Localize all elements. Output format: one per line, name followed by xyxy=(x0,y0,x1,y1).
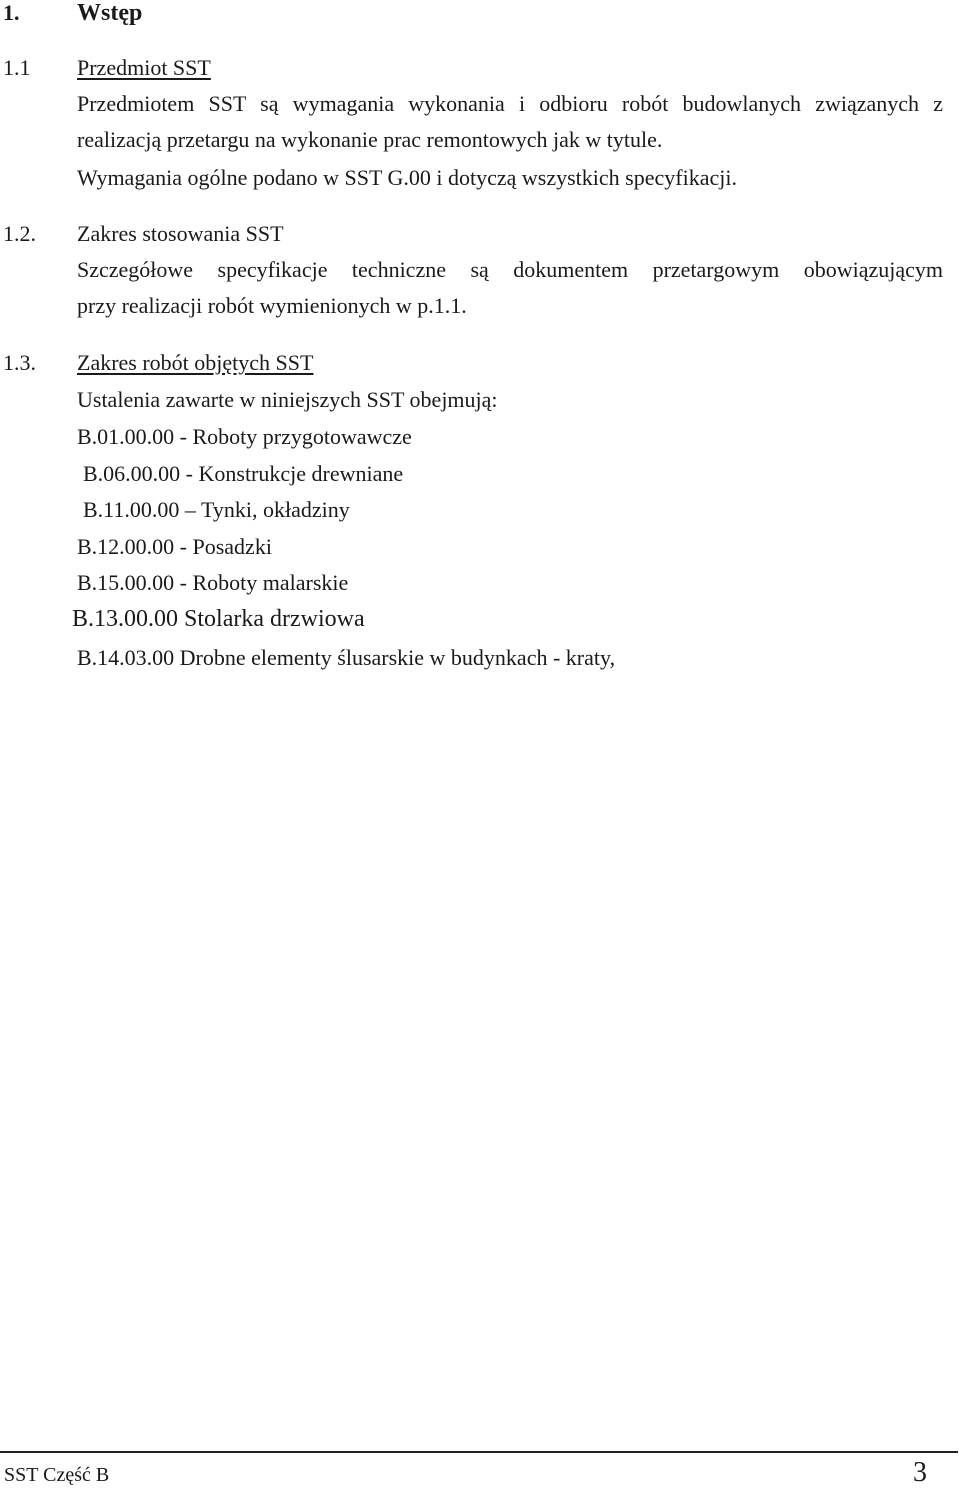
paragraph-line: Wymagania ogólne podano w SST G.00 i dotyczą wszystkich specyfikacji. xyxy=(77,165,737,190)
section-number: 1.2. xyxy=(3,221,36,246)
paragraph-line: realizacją przetargu na wykonanie prac remontowych jak w tytule. xyxy=(77,127,663,152)
list-item: B.12.00.00 - Posadzki xyxy=(77,534,272,559)
section-title: Zakres robót objętych SST xyxy=(77,350,314,375)
footer-label: SST Część B xyxy=(4,1464,110,1486)
section-title: Zakres stosowania SST xyxy=(77,221,284,246)
paragraph-line: przy realizacji robót wymienionych w p.1.1. xyxy=(77,293,467,318)
section-number: 1.1 xyxy=(3,55,31,80)
chapter-title: Wstęp xyxy=(77,0,143,26)
paragraph-line: Przedmiotem SST są wymagania wykonania i odbioru robót budowlanych związanych z xyxy=(77,91,943,116)
paragraph-line: Szczegółowe specyfikacje techniczne są dokumentem przetargowym obowiązującym xyxy=(77,257,943,282)
section-title: Przedmiot SST xyxy=(77,55,211,80)
list-item: B.15.00.00 - Roboty malarskie xyxy=(77,570,349,595)
section-number: 1.3. xyxy=(3,350,36,375)
list-item: B.01.00.00 - Roboty przygotowawcze xyxy=(77,424,412,449)
section-intro: Ustalenia zawarte w niniejszych SST obejmują: xyxy=(77,387,498,412)
chapter-number: 1. xyxy=(3,0,20,25)
list-item: B.06.00.00 - Konstrukcje drewniane xyxy=(83,461,404,486)
page-number: 3 xyxy=(913,1457,927,1488)
footer-rule xyxy=(0,1451,958,1453)
list-item: B.14.03.00 Drobne elementy ślusarskie w budynkach - kraty, xyxy=(77,645,616,670)
list-item: B.11.00.00 – Tynki, okładziny xyxy=(83,497,350,522)
list-item: B.13.00.00 Stolarka drzwiowa xyxy=(72,606,365,632)
